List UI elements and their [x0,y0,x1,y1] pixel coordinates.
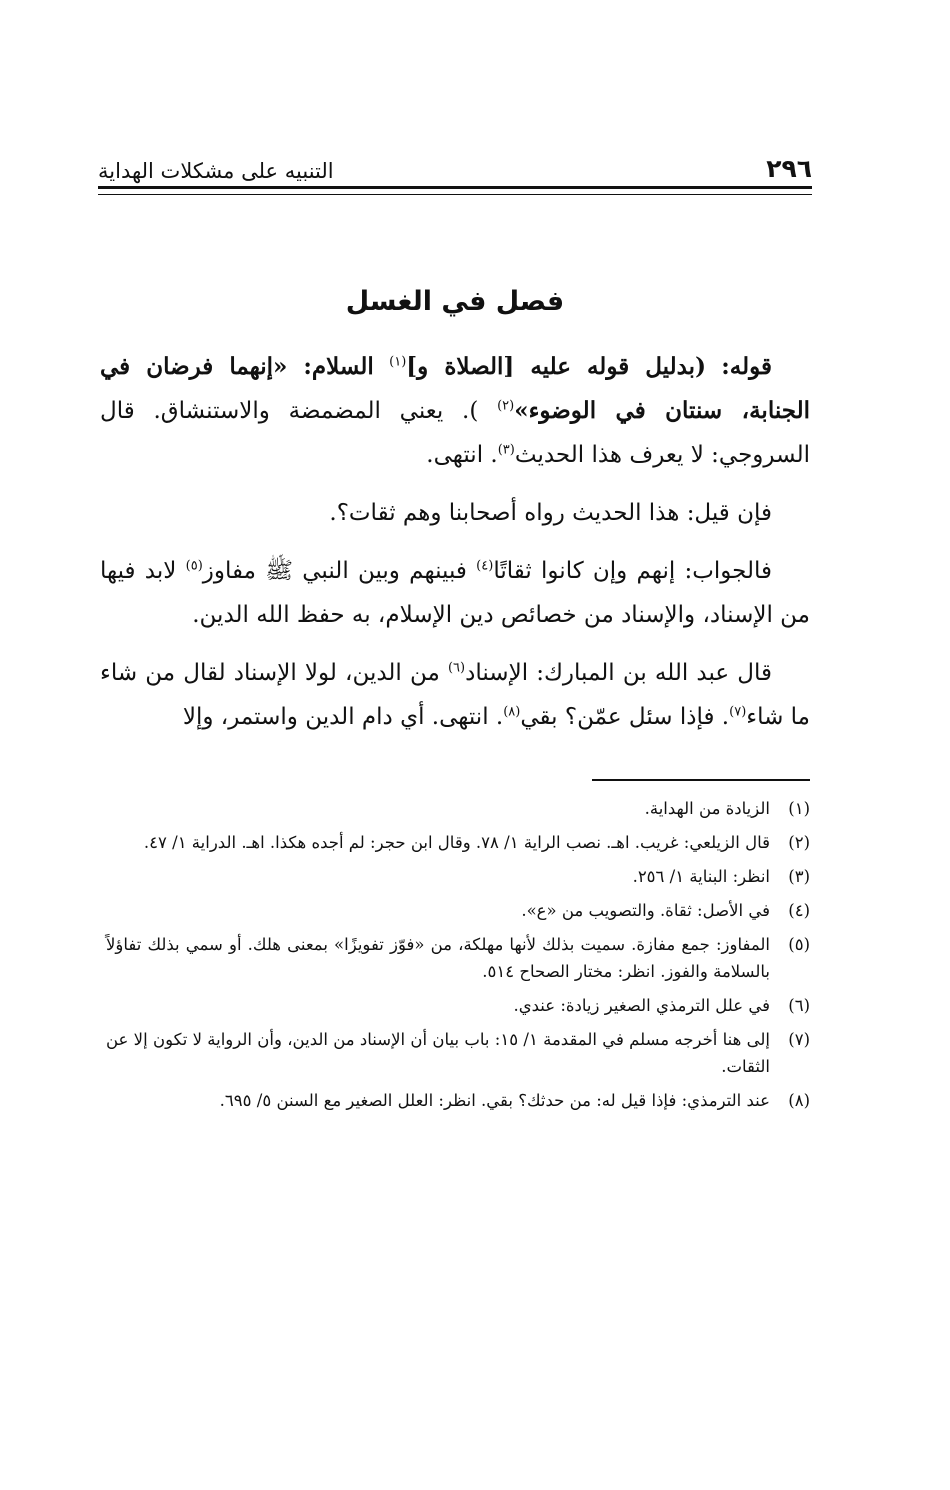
footnote-ref-1: (١) [389,354,407,370]
paragraph-1 [100,345,810,477]
p4-b: من الدين، لولا الإسناد لقال من شاء ما شاء [100,660,810,730]
footnote-ref-8: (٨) [503,704,521,720]
footnote-separator [592,779,810,781]
paragraph-4 [100,651,810,739]
p1-lead: قوله: [721,353,773,380]
footnote-ref-2: (٢) [497,398,515,414]
p4-c: . فإذا سئل عمّن؟ بقي [520,704,730,730]
header-rule-thin [98,194,812,195]
p3-b: فبينهم وبين النبي ﷺ مفاوز [202,558,467,584]
footnote-text: المفاوز: جمع مفازة. سميت بذلك لأنها مهلكة، من «فوّز تفويزًا» بمعنى هلك. أو سمي بذلك تفاؤلاً بالسلامة والفوز. انظر: مختار الصحاح ٥١٤. [106,935,770,981]
footnote-ref-3: (٣) [497,442,515,458]
footnote-text: إلى هنا أخرجه مسلم في المقدمة ١/ ١٥: باب بيان أن الإسناد من الدين، وأن الرواية لا تكون إلا عن الثقات. [106,1030,770,1076]
p3-c: لابد فيها من الإسناد، والإسناد من خصائص دين الإسلام، به حفظ الله الدين. [100,558,810,628]
p2-text: فإن قيل: هذا الحديث رواه أصحابنا وهم ثقات؟. [329,500,772,526]
paragraph-3 [100,549,810,637]
footnote-4 [106,897,810,924]
footnote-number: (٦) [788,996,810,1015]
p1-rest-2: . انتهى. [426,442,498,468]
body-text [100,345,810,753]
footnote-text: عند الترمذي: فإذا قيل له: من حدثك؟ بقي. انظر: العلل الصغير مع السنن ٥/ ٦٩٥. [219,1091,770,1110]
footnote-ref-6: (٦) [447,660,466,676]
book-title: التنبيه على مشكلات الهداية [98,159,334,183]
footnote-number: (٧) [788,1030,810,1049]
footnote-ref-5: (٥) [185,558,203,574]
footnote-3 [106,863,810,890]
footnote-7 [106,1026,810,1080]
footnote-5 [106,931,810,985]
p4-d: . انتهى. أي دام الدين واستمر، وإلا [182,704,504,730]
footnote-6 [106,992,810,1019]
p1-bold-mid: السلام: «إنهما فرضان في الجنابة، سنتان في الوضوء» [100,353,811,424]
p1-bold-open: (بدليل قوله عليه [الصلاة و] [406,353,706,380]
p1-rest-1: ). يعني المضمضة والاستنشاق. قال السروجي: لا يعرف هذا الحديث [100,398,810,468]
footnote-text: انظر: البناية ١/ ٢٥٦. [632,867,770,886]
footnote-text: الزيادة من الهداية. [644,799,770,818]
p3-a: فالجواب: إنهم وإن كانوا ثقاتًا [493,558,773,584]
footnote-text: قال الزيلعي: غريب. اهـ. نصب الراية ١/ ٧٨. وقال ابن حجر: لم أجده هكذا. اهـ. الدراية ١/ ٤٧. [143,833,770,852]
footnote-ref-7: (٧) [729,704,747,720]
footnote-ref-4: (٤) [476,558,494,574]
paragraph-2 [100,491,810,535]
footnotes [106,795,810,1121]
footnote-number: (٢) [788,833,810,852]
footnote-text: في الأصل: ثقاة. والتصويب من «ع». [521,901,770,920]
footnote-1 [106,795,810,822]
p4-a: قال عبد الله بن المبارك: الإسناد [465,660,772,686]
footnote-number: (١) [788,799,810,818]
chapter-title: فصل في الغسل [345,286,565,317]
running-header [98,143,812,183]
footnote-number: (٨) [788,1091,810,1110]
footnote-2 [106,829,810,856]
footnote-number: (٤) [788,901,810,920]
footnote-text: في علل الترمذي الصغير زيادة: عندي. [513,996,770,1015]
page-number: ٢٩٦ [766,154,812,183]
footnote-number: (٣) [788,867,810,886]
footnote-number: (٥) [788,935,810,954]
header-rule-thick [98,186,812,189]
footnote-8 [106,1087,810,1114]
